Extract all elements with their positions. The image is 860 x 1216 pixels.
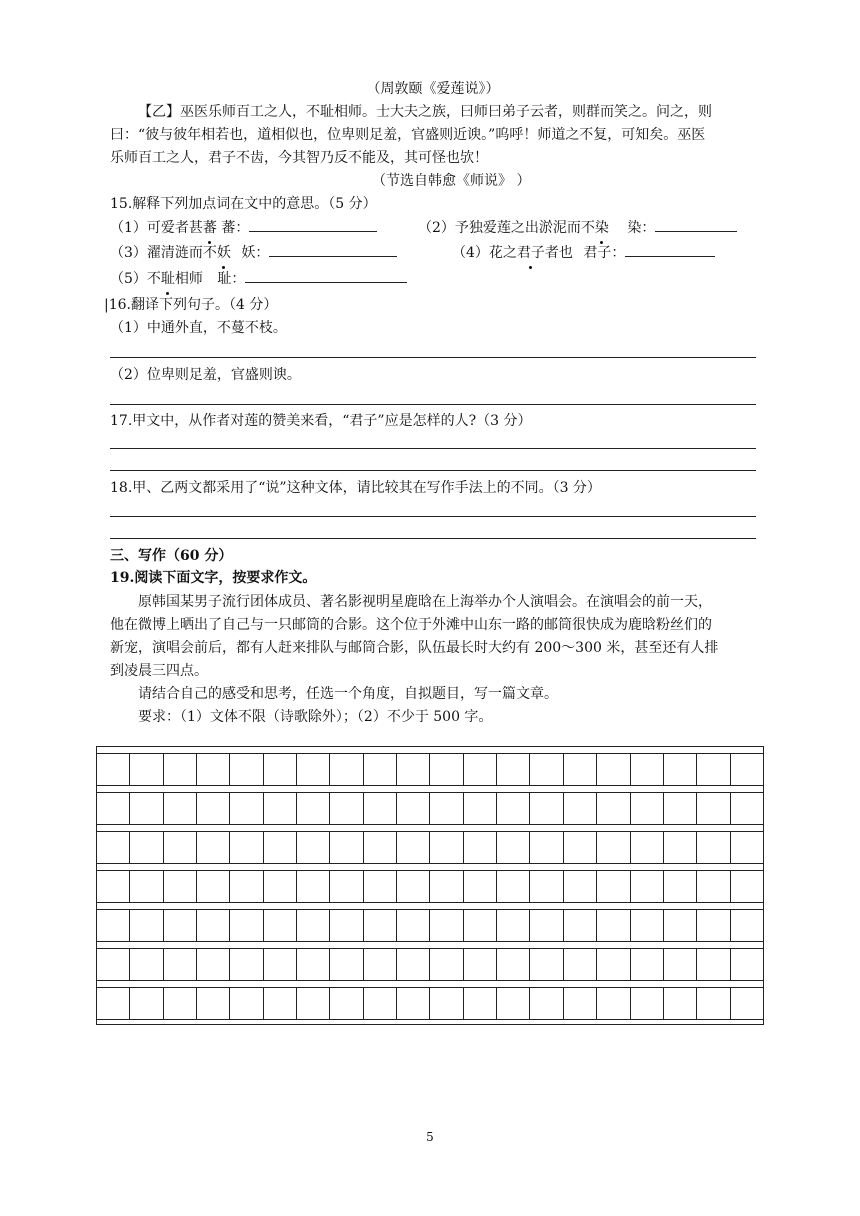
writing-prompt-line-4: 到凌晨三四点。 <box>110 663 208 679</box>
grid-row <box>97 948 763 981</box>
q15-title: 15.解释下列加点词在文中的意思。（5 分） <box>110 196 377 212</box>
grid-cell[interactable] <box>297 988 330 1019</box>
grid-cell[interactable] <box>731 988 763 1019</box>
grid-cell[interactable] <box>364 988 397 1019</box>
q18-answer-line-1[interactable] <box>110 516 756 517</box>
q15-item-2: （2）予独爱莲之出淤泥而不染 染： <box>418 217 758 239</box>
grid-cell[interactable] <box>731 793 763 824</box>
grid-cell[interactable] <box>97 754 130 785</box>
grid-row <box>97 909 763 942</box>
grid-cell[interactable] <box>731 949 763 980</box>
grid-cell[interactable] <box>430 832 463 863</box>
grid-cell[interactable] <box>430 988 463 1019</box>
grid-cell[interactable] <box>530 832 563 863</box>
grid-cell[interactable] <box>330 871 363 902</box>
grid-cell[interactable] <box>97 910 130 941</box>
grid-cell[interactable] <box>464 988 497 1019</box>
grid-cell[interactable] <box>597 871 630 902</box>
grid-cell[interactable] <box>664 871 697 902</box>
grid-cell[interactable] <box>597 988 630 1019</box>
grid-cell[interactable] <box>697 988 730 1019</box>
q15-item-5: （5）不耻相师 耻： <box>110 268 430 290</box>
grid-cell[interactable] <box>497 754 530 785</box>
grid-cell[interactable] <box>297 871 330 902</box>
writing-prompt-line-3: 新宠，演唱会前后，都有人赶来排队与邮筒合影，队伍最长时大约有 200～300 米，甚至还有人排 <box>110 640 719 656</box>
q15-answer-blank-4[interactable] <box>625 242 715 257</box>
grid-cell[interactable] <box>130 949 163 980</box>
grid-cell[interactable] <box>264 988 297 1019</box>
grid-cell[interactable] <box>697 754 730 785</box>
q17-answer-line-2[interactable] <box>110 470 756 471</box>
grid-cell[interactable] <box>164 988 197 1019</box>
writing-instruction: 请结合自己的感受和思考，任选一个角度，自拟题目，写一篇文章。 <box>138 686 558 702</box>
grid-row <box>97 792 763 825</box>
grid-cell[interactable] <box>264 871 297 902</box>
grid-cell[interactable] <box>464 871 497 902</box>
grid-row <box>97 831 763 864</box>
grid-row <box>97 870 763 903</box>
grid-cell[interactable] <box>364 949 397 980</box>
grid-cell[interactable] <box>631 871 664 902</box>
dotted-word: 蕃 <box>203 217 217 239</box>
grid-cell[interactable] <box>397 988 430 1019</box>
grid-cell[interactable] <box>530 949 563 980</box>
passage-yi-line-3: 乐师百工之人，君子不齿，今其智乃反不能及，其可怪也欤！ <box>110 150 488 166</box>
grid-cell[interactable] <box>364 871 397 902</box>
grid-cell[interactable] <box>697 949 730 980</box>
grid-cell[interactable] <box>230 949 263 980</box>
grid-cell[interactable] <box>464 754 497 785</box>
grid-cell[interactable] <box>397 832 430 863</box>
grid-cell[interactable] <box>364 832 397 863</box>
grid-cell[interactable] <box>330 754 363 785</box>
grid-cell[interactable] <box>130 754 163 785</box>
grid-cell[interactable] <box>530 871 563 902</box>
page-number: 5 <box>426 1130 434 1144</box>
grid-cell[interactable] <box>631 949 664 980</box>
composition-grid[interactable] <box>96 746 764 1025</box>
grid-cell[interactable] <box>297 949 330 980</box>
q15-answer-blank-1[interactable] <box>249 217 377 232</box>
grid-cell[interactable] <box>164 871 197 902</box>
grid-cell[interactable] <box>330 949 363 980</box>
grid-cell[interactable] <box>530 988 563 1019</box>
grid-cell[interactable] <box>164 793 197 824</box>
grid-cell[interactable] <box>330 988 363 1019</box>
grid-cell[interactable] <box>564 910 597 941</box>
grid-cell[interactable] <box>164 910 197 941</box>
grid-cell[interactable] <box>230 871 263 902</box>
grid-cell[interactable] <box>230 832 263 863</box>
grid-cell[interactable] <box>697 871 730 902</box>
dotted-word: 耻 <box>161 268 175 290</box>
grid-cell[interactable] <box>530 910 563 941</box>
grid-cell[interactable] <box>464 832 497 863</box>
grid-cell[interactable] <box>664 949 697 980</box>
grid-cell[interactable] <box>230 910 263 941</box>
writing-section-title: 三、写作（60 分） <box>110 548 233 564</box>
grid-cell[interactable] <box>397 871 430 902</box>
grid-cell[interactable] <box>130 988 163 1019</box>
writing-prompt-line-2: 他在微博上晒出了自己与一只邮筒的合影。这个位于外滩中山东一路的邮筒很快成为鹿晗粉丝们的 <box>110 617 712 633</box>
grid-cell[interactable] <box>564 832 597 863</box>
q15-answer-blank-2[interactable] <box>655 217 737 232</box>
grid-cell[interactable] <box>397 793 430 824</box>
grid-row <box>97 987 763 1020</box>
grid-cell[interactable] <box>264 793 297 824</box>
passage-yi-line-2: 曰：“彼与彼年相若也，道相似也，位卑则足羞，官盛则近谀。”呜呼！师道之不复，可知矣。巫医 <box>110 127 706 143</box>
grid-cell[interactable] <box>464 949 497 980</box>
grid-cell[interactable] <box>731 910 763 941</box>
grid-cell[interactable] <box>631 793 664 824</box>
passage-yi-source: （节选自韩愈《师说》 ） <box>372 173 531 189</box>
passage-yi-line-1: 【乙】巫医乐师百工之人，不耻相师。士大夫之族，曰师曰弟子云者，则群而笑之。问之，则 <box>138 104 712 120</box>
grid-cell[interactable] <box>564 871 597 902</box>
passage-jia-source: （周敦颐《爱莲说》） <box>366 81 500 97</box>
grid-cell[interactable] <box>664 910 697 941</box>
grid-cell[interactable] <box>564 793 597 824</box>
grid-cell[interactable] <box>564 949 597 980</box>
grid-cell[interactable] <box>497 910 530 941</box>
grid-cell[interactable] <box>430 793 463 824</box>
grid-cell[interactable] <box>164 949 197 980</box>
grid-cell[interactable] <box>264 910 297 941</box>
grid-cell[interactable] <box>597 949 630 980</box>
grid-cell[interactable] <box>97 949 130 980</box>
grid-cell[interactable] <box>731 871 763 902</box>
grid-cell[interactable] <box>330 910 363 941</box>
grid-cell[interactable] <box>631 910 664 941</box>
grid-cell[interactable] <box>664 832 697 863</box>
q19-title: 19.阅读下面文字，按要求作文。 <box>110 570 317 586</box>
grid-cell[interactable] <box>697 910 730 941</box>
grid-cell[interactable] <box>164 832 197 863</box>
grid-cell[interactable] <box>497 832 530 863</box>
grid-cell[interactable] <box>430 910 463 941</box>
grid-cell[interactable] <box>664 988 697 1019</box>
grid-cell[interactable] <box>197 793 230 824</box>
grid-cell[interactable] <box>130 910 163 941</box>
q15-answer-blank-5[interactable] <box>245 268 407 283</box>
q16-title: |16.翻译下列句子。（4 分） <box>104 297 278 313</box>
dotted-word: 染 <box>595 217 609 239</box>
grid-cell[interactable] <box>464 910 497 941</box>
grid-cell[interactable] <box>731 832 763 863</box>
grid-cell[interactable] <box>631 988 664 1019</box>
grid-cell[interactable] <box>464 793 497 824</box>
grid-cell[interactable] <box>97 871 130 902</box>
grid-cell[interactable] <box>297 910 330 941</box>
grid-cell[interactable] <box>697 793 730 824</box>
grid-cell[interactable] <box>397 754 430 785</box>
grid-cell[interactable] <box>731 754 763 785</box>
grid-cell[interactable] <box>631 832 664 863</box>
grid-cell[interactable] <box>597 910 630 941</box>
grid-cell[interactable] <box>664 793 697 824</box>
grid-cell[interactable] <box>297 754 330 785</box>
q15-item-3: （3）濯清涟而不妖 妖： <box>110 242 420 264</box>
grid-cell[interactable] <box>597 832 630 863</box>
grid-cell[interactable] <box>430 949 463 980</box>
grid-cell[interactable] <box>297 832 330 863</box>
grid-cell[interactable] <box>430 754 463 785</box>
grid-cell[interactable] <box>230 793 263 824</box>
grid-cell[interactable] <box>264 949 297 980</box>
q16-sentence-1: （1）中通外直，不蔓不枝。 <box>110 320 287 336</box>
grid-cell[interactable] <box>130 832 163 863</box>
grid-cell[interactable] <box>264 832 297 863</box>
grid-cell[interactable] <box>564 988 597 1019</box>
q17-answer-line-1[interactable] <box>110 448 756 449</box>
grid-cell[interactable] <box>697 832 730 863</box>
grid-cell[interactable] <box>664 754 697 785</box>
grid-cell[interactable] <box>497 988 530 1019</box>
q17-title: 17.甲文中，从作者对莲的赞美来看，“君子”应是怎样的人?（3 分） <box>110 413 532 429</box>
grid-cell[interactable] <box>264 754 297 785</box>
grid-cell[interactable] <box>130 871 163 902</box>
grid-cell[interactable] <box>230 988 263 1019</box>
q16-sentence-2: （2）位卑则足羞，官盛则谀。 <box>110 367 301 383</box>
grid-cell[interactable] <box>597 754 630 785</box>
grid-cell[interactable] <box>530 793 563 824</box>
grid-cell[interactable] <box>497 871 530 902</box>
grid-cell[interactable] <box>497 949 530 980</box>
grid-cell[interactable] <box>397 910 430 941</box>
q15-item-4: （4）花之君子者也 君子： <box>452 242 758 264</box>
grid-cell[interactable] <box>197 949 230 980</box>
grid-cell[interactable] <box>631 754 664 785</box>
grid-cell[interactable] <box>197 988 230 1019</box>
grid-row <box>97 753 763 786</box>
grid-cell[interactable] <box>364 793 397 824</box>
grid-cell[interactable] <box>430 871 463 902</box>
grid-cell[interactable] <box>497 793 530 824</box>
dotted-word: 君子 <box>517 242 545 264</box>
grid-cell[interactable] <box>197 871 230 902</box>
grid-cell[interactable] <box>197 754 230 785</box>
grid-cell[interactable] <box>364 910 397 941</box>
grid-cell[interactable] <box>130 793 163 824</box>
grid-cell[interactable] <box>564 754 597 785</box>
grid-cell[interactable] <box>197 910 230 941</box>
q15-answer-blank-3[interactable] <box>269 242 397 257</box>
grid-cell[interactable] <box>364 754 397 785</box>
grid-cell[interactable] <box>330 832 363 863</box>
dotted-word: 妖 <box>217 242 231 264</box>
writing-requirements: 要求：（1）文体不限（诗歌除外）；（2）不少于 500 字。 <box>138 709 493 725</box>
q15-item-1: （1）可爱者甚蕃 蕃： <box>110 217 410 239</box>
grid-cell[interactable] <box>197 832 230 863</box>
grid-cell[interactable] <box>597 793 630 824</box>
q18-title: 18.甲、乙两文都采用了“说”这种文体，请比较其在写作手法上的不同。（3 分） <box>110 480 601 496</box>
grid-cell[interactable] <box>164 754 197 785</box>
grid-cell[interactable] <box>397 949 430 980</box>
q16-answer-line-1[interactable] <box>110 357 756 358</box>
grid-cell[interactable] <box>530 754 563 785</box>
grid-cell[interactable] <box>297 793 330 824</box>
grid-cell[interactable] <box>97 988 130 1019</box>
q18-answer-line-2[interactable] <box>110 538 756 539</box>
grid-cell[interactable] <box>330 793 363 824</box>
grid-cell[interactable] <box>230 754 263 785</box>
grid-cell[interactable] <box>97 793 130 824</box>
writing-prompt-line-1: 原韩国某男子流行团体成员、著名影视明星鹿晗在上海举办个人演唱会。在演唱会的前一天， <box>138 594 712 610</box>
grid-cell[interactable] <box>97 832 130 863</box>
q16-answer-line-2[interactable] <box>110 404 756 405</box>
